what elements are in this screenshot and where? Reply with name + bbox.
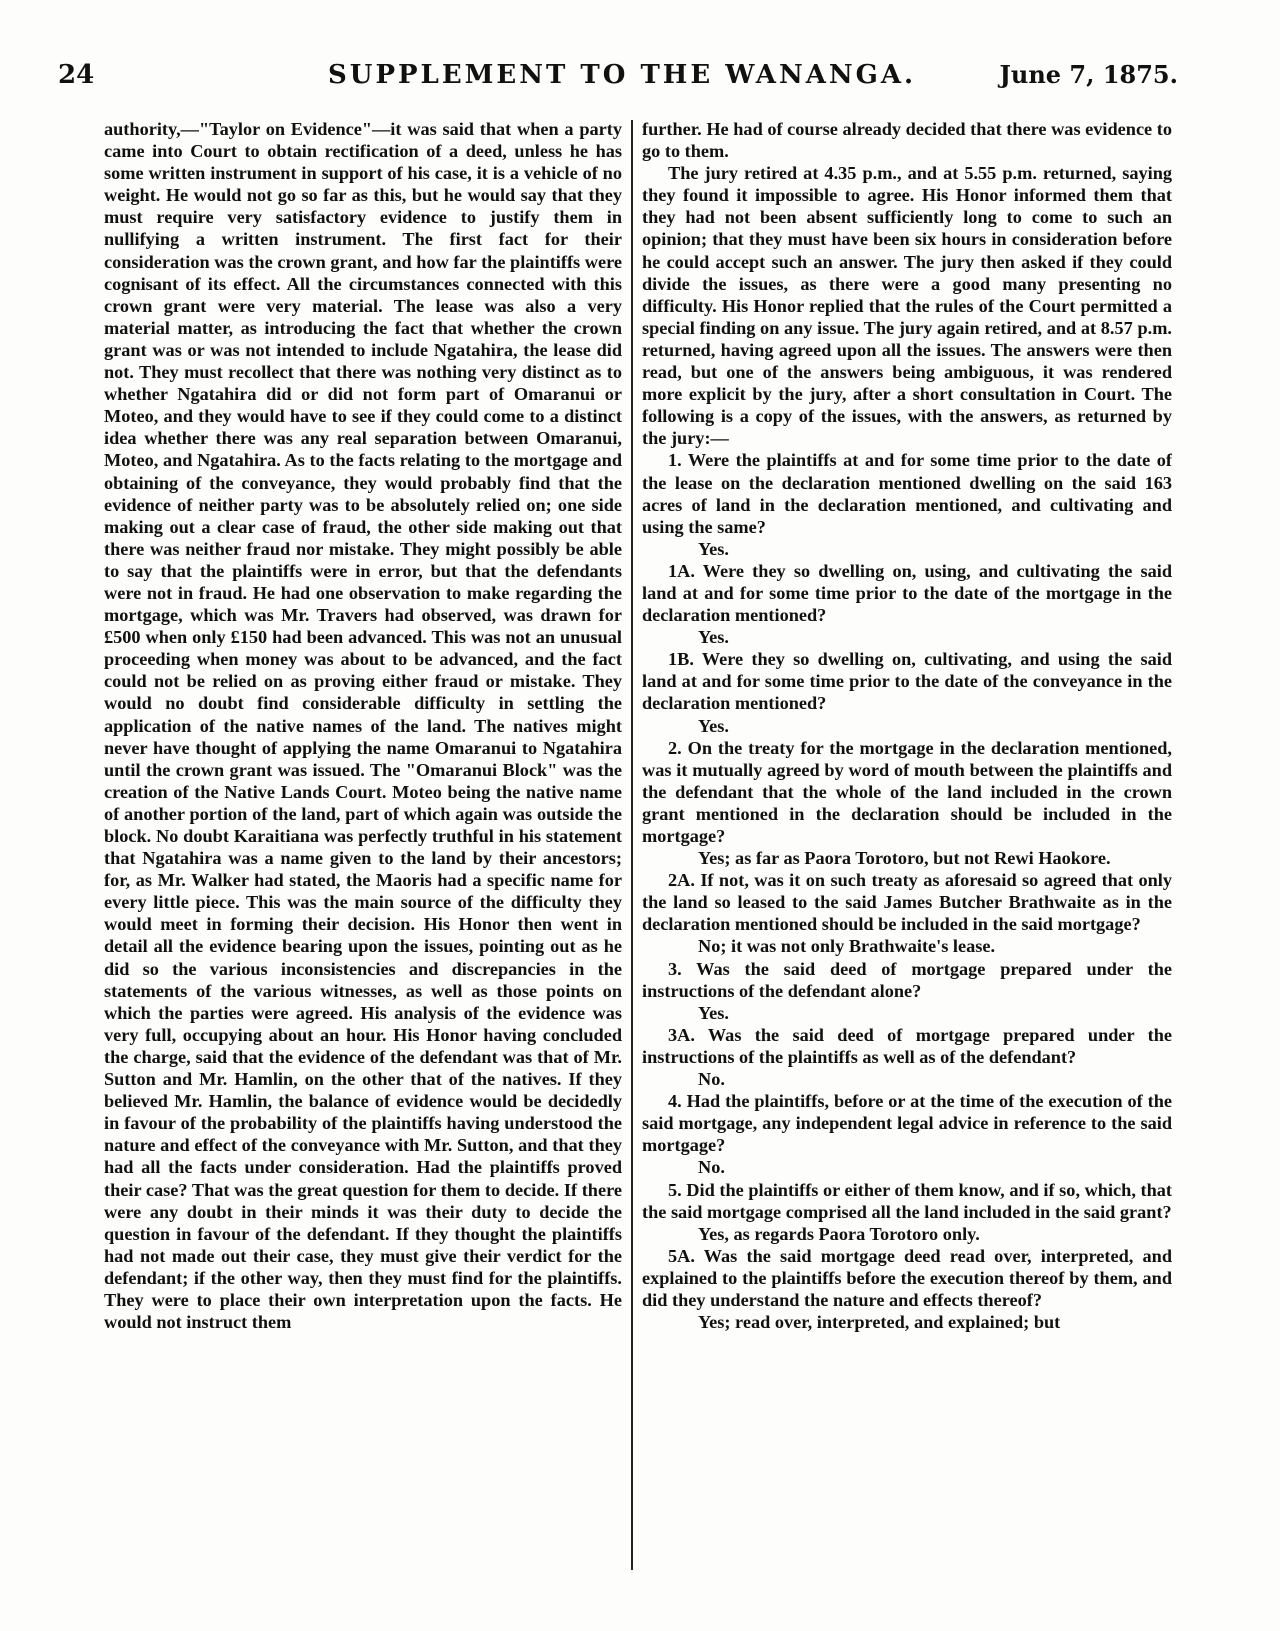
issue-answer: No. [698, 1069, 725, 1090]
issue-answer: No. [698, 1157, 725, 1178]
issue-answer: No; it was not only Brathwaite's lease. [698, 936, 996, 957]
issue-answer: Yes; as far as Paora Torotoro, but not Rewi Haokore. [698, 848, 1111, 869]
issue-question: 2. On the treaty for the mortgage in the declaration mentioned, was it mutually agreed by word of mouth between the plaintiffs and the defendant that the whole of the land included in the crown grant mentioned in the declaration should be included in the mortgage? [642, 737, 1172, 846]
issue-answer: Yes. [698, 538, 729, 559]
left-column [104, 118, 622, 1588]
issue-date: June 7, 1875. [999, 60, 1178, 89]
issue-question: 1A. Were they so dwelling on, using, and cultivating the said land at and for some time prior to the date of the mortgage in the declaration mentioned? [642, 560, 1172, 626]
issue-question: 5. Did the plaintiffs or either of them know, and if so, which, that the said mortgage comprised all the land included in the said grant? [642, 1179, 1172, 1222]
column-divider [631, 120, 633, 1570]
issue-question: 1B. Were they so dwelling on, cultivating, and using the said land at and for some time prior to the date of the conveyance in the declaration mentioned? [642, 649, 1172, 714]
masthead-title: SUPPLEMENT TO THE WANANGA. [328, 60, 917, 90]
issue-question: 3. Was the said deed of mortgage prepared under the instructions of the defendant alone? [642, 958, 1172, 1001]
issue-question: 2A. If not, was it on such treaty as aforesaid so agreed that only the land so leased to the said James Butcher Brathwaite as in the declaration mentioned should be included in the said mortgage? [642, 870, 1172, 935]
issue-answer: Yes, as regards Paora Torotoro only. [698, 1223, 980, 1244]
issue-question: 5A. Was the said mortgage deed read over, interpreted, and explained to the plaintiffs before the execution thereof by them, and did they understand the nature and effects thereof? [642, 1245, 1172, 1310]
issue-question: 4. Had the plaintiffs, before or at the time of the execution of the said mortgage, any independent legal advice in reference to the said mortgage? [642, 1091, 1172, 1156]
issue-question: 1. Were the plaintiffs at and for some time prior to the date of the lease on the declaration mentioned dwelling on the said 163 acres of land in the declaration mentioned, and cultivating and using the same? [642, 450, 1172, 537]
continuation-paragraph: further. He had of course already decided that there was evidence to go to them. [642, 119, 1172, 162]
left-column-paragraph: authority,—"Taylor on Evidence"—it was said that when a party came into Court to obtain rectification of a deed, unless he has some written instrument in support of his case, it is a vehicle of no weight. He would not go so far as this, but he would say that they must require very satisfactory evidence to justify them in nullifying a written instrument. The first fact for their consideration was the crown grant, and how far the plaintiffs were cognisant of its effect. All the circumstances connected with this crown grant were very material. The lease was also a very material matter, as introducing the fact that whether the crown grant was or was not intended to include Ngatahira, the lease did not. They must recollect that there was nothing very distinct as to whether Ngatahira did or did not form part of Omaranui or Moteo, and they would have to see if they could come to a distinct idea whether there was any real separation between Omaranui, Moteo, and Ngatahira. As to the facts relating to the mortgage and obtaining of the conveyance, they would probably find that the evidence of neither party was to be absolutely relied on; one side making out a clear case of fraud, the other side making out that there was neither fraud nor mistake. They might possibly be able to say that the plaintiffs were in error, but that the defendants were not in fraud. He had one observation to make regarding the mortgage, which was Mr. Travers had observed, was drawn for £500 when only £150 had been advanced. This was not an unusual proceeding when money was about to be advanced, and the fact could not be relied on as proving either fraud or mistake. They would no doubt find considerable difficulty in settling the application of the native names of the land. The natives might never have thought of applying the name Omaranui to Ngatahira until the crown grant was issued. The "Omaranui Block" was the creation of the Native Lands Court. Moteo being the native name of another portion of the land, part of which again was outside the block. No doubt Karaitiana was perfectly truthful in his statement that Ngatahira was a name given to the land by their ancestors; for, as Mr. Walker had stated, the Maoris had a specific name for every little piece. This was the main source of the difficulty they would meet in forming their decision. His Honor then went in detail all the evidence bearing upon the issues, pointing out as he did so the various inconsistencies and discrepancies in the statements of the various witnesses, as well as those points on which the parties were agreed. His analysis of the evidence was very full, occupying about an hour. His Honor having concluded the charge, said that the evidence of the defendant was that of Mr. Sutton and Mr. Hamlin, on the other that of the natives. If they believed Mr. Hamlin, the balance of evidence would be decidedly in favour of the probability of the plaintiffs having understood the nature and effect of the conveyance with Mr. Sutton, and that they had all the facts under consideration. Had the plaintiffs proved their case? That was the great question for them to decide. If there were any doubt in their minds it was their duty to decide the question in favour of the defendant. If they thought the plaintiffs had not made out their case, they must give their verdict for the defendant; if the other way, then they must find for the plaintiffs. They were to place their own interpretation upon the facts. He would not instruct them [104, 119, 622, 1333]
page-header [58, 60, 1178, 96]
page-number: 24 [58, 60, 95, 90]
right-column [642, 118, 1172, 1578]
issue-question: 3A. Was the said deed of mortgage prepared under the instructions of the plaintiffs as well as of the defendant? [642, 1024, 1172, 1067]
issue-answer: Yes. [698, 715, 729, 736]
issue-answer: Yes. [698, 1002, 729, 1023]
issue-answer: Yes; read over, interpreted, and explained; but [698, 1312, 1061, 1333]
issue-answer: Yes. [698, 627, 729, 648]
jury-paragraph: The jury retired at 4.35 p.m., and at 5.55 p.m. returned, saying they found it impossible to agree. His Honor informed them that they had not been absent sufficiently long to come to such an opinion; that they must have been six hours in consideration before he could accept such an answer. The jury then asked if they could divide the issues, as there were a good many presenting no difficulty. His Honor replied that the rules of the Court permitted a special finding on any issue. The jury again retired, and at 8.57 p.m. returned, having agreed upon all the issues. The answers were then read, but one of the answers being ambiguous, it was rendered more explicit by the jury, after a short consultation in Court. The following is a copy of the issues, with the answers, as returned by the jury:— [642, 163, 1172, 449]
